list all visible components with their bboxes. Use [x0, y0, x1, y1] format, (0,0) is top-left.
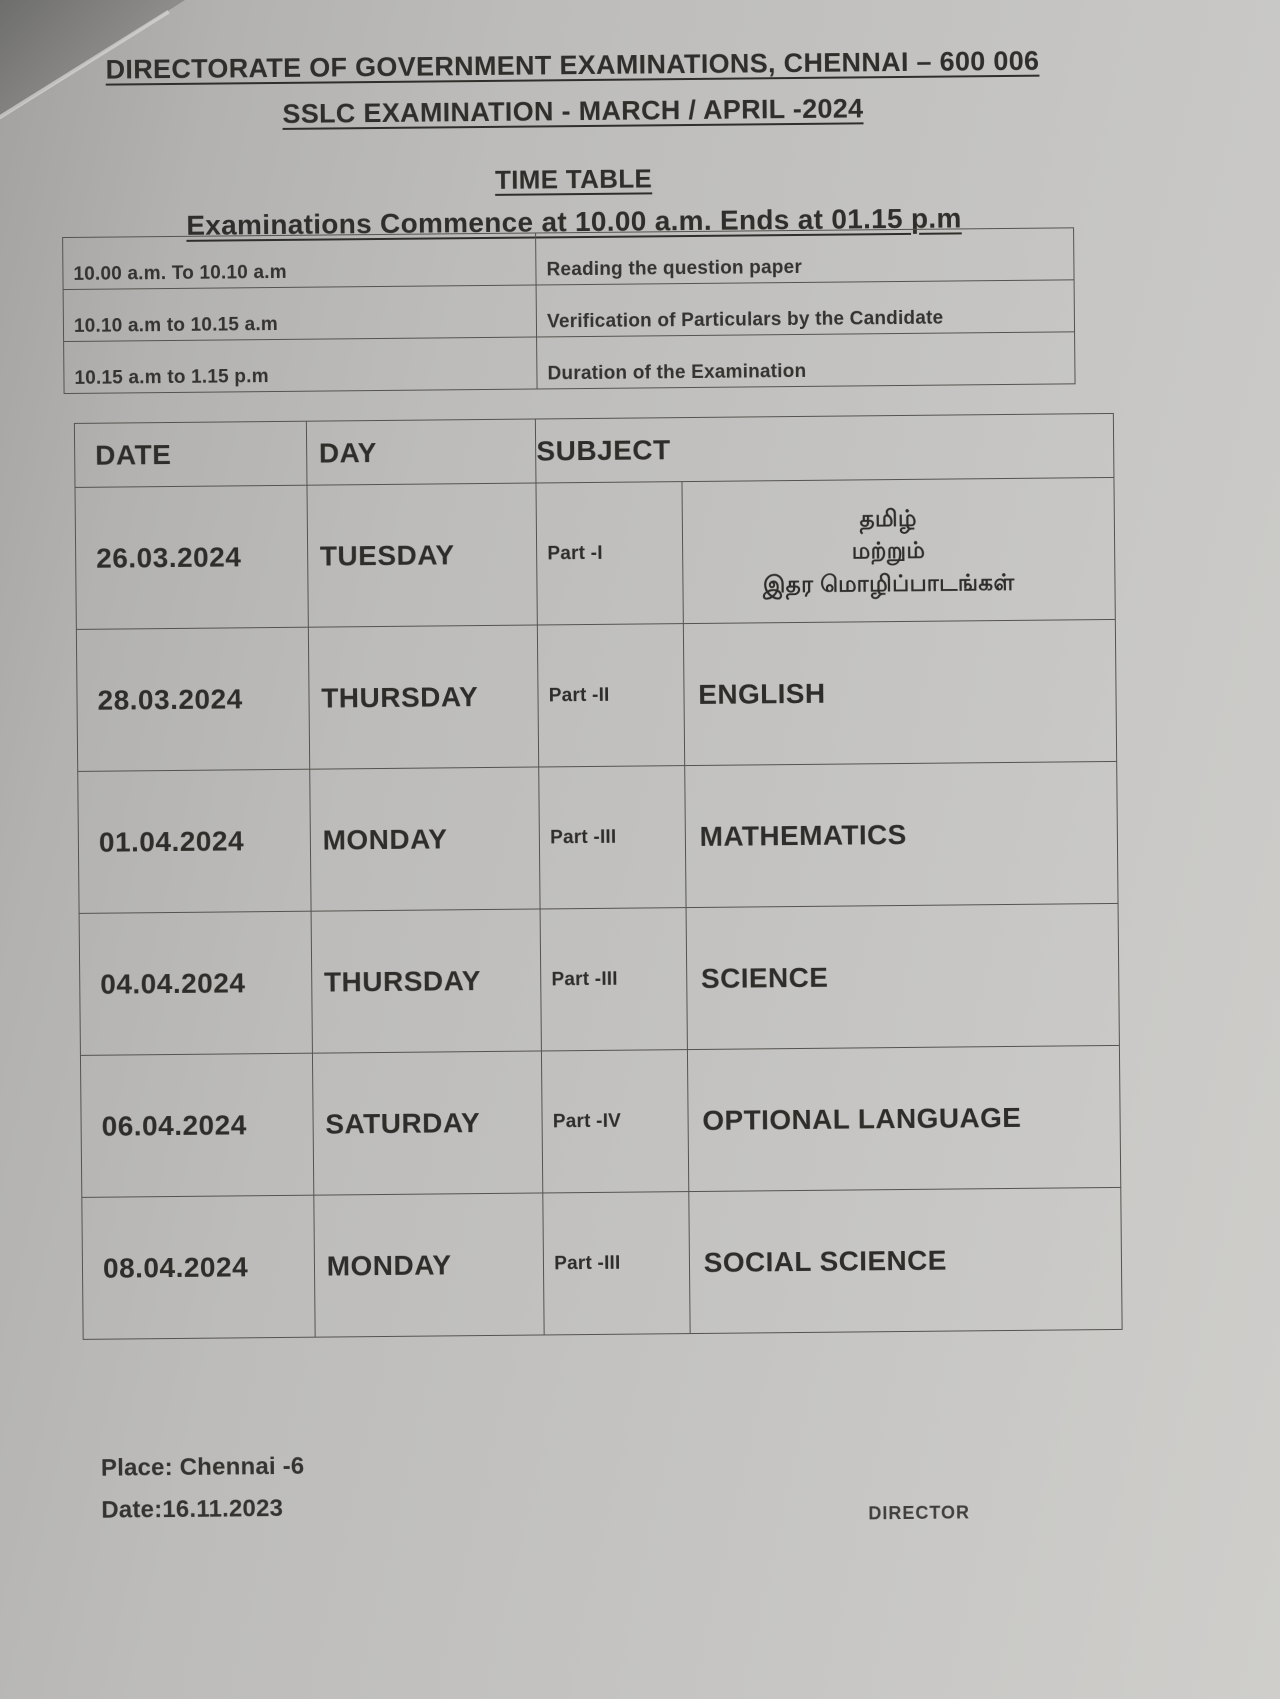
table-row	[76, 619, 1116, 771]
info-row	[64, 332, 1075, 394]
footer-place-date	[101, 1453, 305, 1539]
exam-day: SATURDAY	[312, 1051, 543, 1195]
exam-day: TUESDAY	[307, 483, 538, 627]
table-row	[75, 477, 1115, 629]
footer-signatory: DIRECTOR	[868, 1502, 971, 1524]
footer-date: Date:16.11.2023	[101, 1494, 284, 1524]
exam-date: 08.04.2024	[82, 1195, 315, 1339]
subject-line: மற்றும்	[851, 537, 926, 564]
subject-line: இதர மொழிப்பாடங்கள்	[762, 568, 1015, 597]
exam-day: MONDAY	[309, 767, 540, 911]
exam-day: THURSDAY	[311, 909, 542, 1053]
exam-timetable	[74, 413, 1123, 1340]
info-time: 10.10 a.m to 10.15 a.m	[63, 285, 537, 342]
exam-day: THURSDAY	[308, 625, 539, 769]
exam-part: Part -III	[540, 908, 687, 1051]
column-header-subject: SUBJECT	[536, 413, 1114, 483]
exam-timing-line: Examinations Commence at 10.00 a.m. Ends at 01.15 p.m	[186, 202, 962, 241]
footer-place: Place: Chennai -6	[100, 1452, 305, 1482]
table-row	[82, 1187, 1122, 1339]
info-row	[63, 280, 1074, 342]
info-activity: Verification of Particulars by the Candidate	[536, 280, 1074, 337]
info-time: 10.00 a.m. To 10.10 a.m	[63, 233, 537, 290]
exam-part: Part -III	[543, 1192, 690, 1335]
timetable-header-row	[74, 413, 1114, 487]
org-title: DIRECTORATE OF GOVERNMENT EXAMINATIONS, CHENNAI – 600 006	[105, 45, 1040, 85]
exam-subject: OPTIONAL LANGUAGE	[687, 1045, 1121, 1191]
exam-subject: ENGLISH	[683, 619, 1117, 765]
column-header-date: DATE	[74, 421, 306, 487]
exam-date: 26.03.2024	[75, 485, 308, 629]
info-activity: Reading the question paper	[536, 228, 1074, 285]
document-header	[0, 45, 1154, 244]
exam-date: 01.04.2024	[78, 769, 311, 913]
exam-part: Part -II	[538, 624, 685, 767]
table-row	[80, 1045, 1120, 1197]
exam-subject: SCIENCE	[686, 903, 1120, 1049]
exam-session-info-table	[62, 227, 1075, 394]
exam-part: Part -I	[536, 482, 683, 625]
exam-date: 28.03.2024	[76, 627, 309, 771]
exam-subject	[682, 477, 1116, 623]
info-time: 10.15 a.m to 1.15 p.m	[64, 337, 538, 394]
table-row	[78, 761, 1118, 913]
exam-date: 04.04.2024	[79, 911, 312, 1055]
info-activity: Duration of the Examination	[537, 332, 1075, 389]
exam-subject: SOCIAL SCIENCE	[689, 1187, 1123, 1333]
exam-day: MONDAY	[313, 1193, 544, 1337]
subject-line: தமிழ்	[859, 505, 918, 532]
exam-part: Part -IV	[542, 1050, 689, 1193]
exam-part: Part -III	[539, 766, 686, 909]
exam-subject: MATHEMATICS	[684, 761, 1118, 907]
timetable-heading: TIME TABLE	[494, 163, 653, 195]
table-row	[79, 903, 1119, 1055]
column-header-day: DAY	[306, 419, 536, 485]
exam-date: 06.04.2024	[80, 1053, 313, 1197]
info-row	[63, 228, 1074, 290]
exam-title: SSLC EXAMINATION - MARCH / APRIL -2024	[282, 93, 864, 129]
